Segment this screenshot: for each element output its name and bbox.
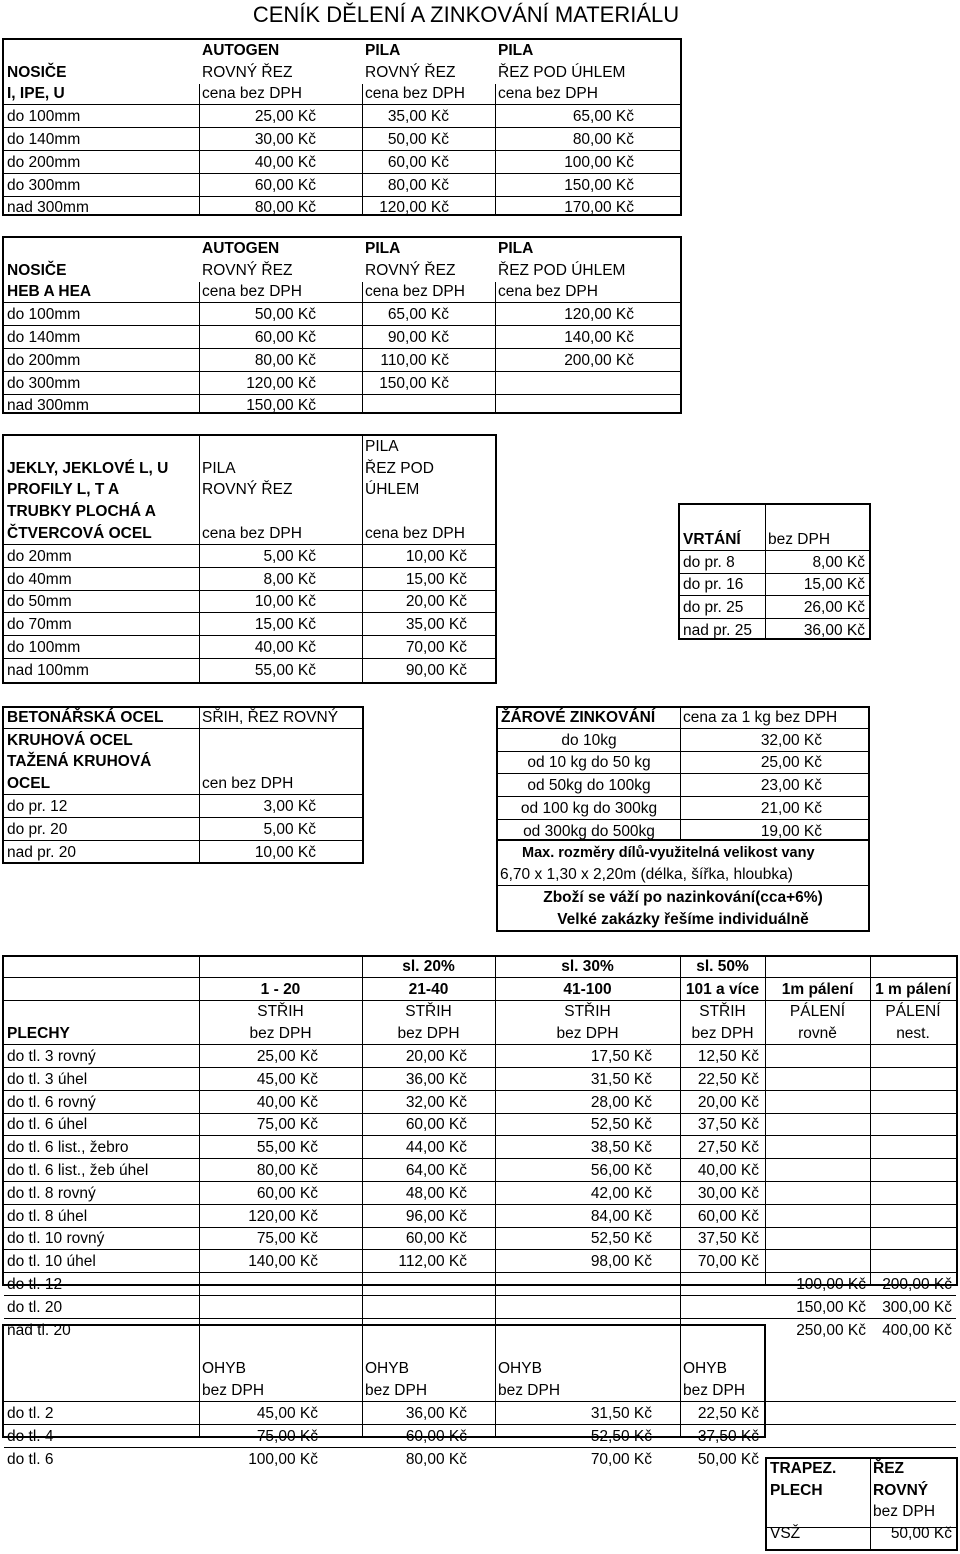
nosice-i-table (4, 39, 680, 218)
table-row: od 10 kg do 50 kg 25,00 Kč (498, 751, 868, 774)
table-row: do tl. 6 100,00 Kč 80,00 Kč 70,00 Kč 50,00 Kč (7, 1450, 759, 1468)
table-header-row: bez DPH bez DPH bez DPH bez DPH (4, 1379, 956, 1401)
table-header-row: NOSIČE ROVNÝ ŘEZ ROVNÝ ŘEZ ŘEZ POD ÚHLEM (7, 63, 626, 81)
table-header-row: OHYB OHYB OHYB OHYB (202, 1360, 727, 1378)
table-row: do tl. 10 úhel 140,00 Kč 112,00 Kč 98,00 Kč 70,00 Kč (4, 1250, 956, 1273)
table-row: do 40mm 8,00 Kč 15,00 Kč (4, 567, 495, 590)
table-row: do tl. 12 100,00 Kč 200,00 Kč (4, 1273, 956, 1296)
table-row: od 50kg do 100kg 23,00 Kč (498, 774, 868, 797)
table-header-row: I, IPE, U cena bez DPH cena bez DPH cena bez DPH (4, 83, 680, 105)
jekly-table: PILA JEKLY, JEKLOVÉ L, U PILA ŘEZ POD PROFILY L, T A ROVNÝ ŘEZ ÚHLEM TRUBKY PLOCHÁ A ČTVERCOVÁ OCEL cena bez DPH cena bez DPH do 20mm 5,00 Kč 10,00 Kč do 40mm 8,00 Kč 15,00 Kč do 50mm 10,00 Kč 20,00 Kč do 70mm 15,00 Kč 35,00 Kč do 100mm 40,00 Kč 70,00 Kč nad 100mm 55,00 Kč 90,00 Kč (4, 435, 495, 681)
table-row: do 20mm 5,00 Kč 10,00 Kč (4, 544, 495, 567)
table-row: do 50mm 10,00 Kč 20,00 Kč (4, 590, 495, 613)
table-header-row: NOSIČE ROVNÝ ŘEZ ROVNÝ ŘEZ ŘEZ POD ÚHLEM (7, 261, 626, 279)
table-row: do 300mm 120,00 Kč 150,00 Kč (4, 371, 680, 394)
table-row: nad pr. 20 10,00 Kč (7, 843, 316, 861)
table-row: do 140mm 30,00 Kč 50,00 Kč 80,00 Kč (4, 128, 680, 151)
zinek-dims: 6,70 x 1,30 x 2,20m (délka, šířka, hloubka) (500, 866, 793, 884)
trapez-table: TRAPEZ. ŘEZ PLECH ROVNÝ bez DPH VSŽ 50,00 Kč (770, 1459, 952, 1543)
vrtani-table: VRTÁNÍ bez DPH do pr. 8 8,00 Kč do pr. 16 15,00 Kč do pr. 25 26,00 Kč nad pr. 25 36,00 Kč (680, 528, 869, 641)
zinek-note-weight: Zboží se váží po nazinkování(cca+6%) (543, 889, 823, 907)
page-title: CENÍK DĚLENÍ A ZINKOVÁNÍ MATERIÁLU (252, 2, 680, 27)
table-row: do tl. 6 úhel 75,00 Kč 60,00 Kč 52,50 Kč 37,50 Kč (4, 1113, 956, 1136)
table-row: do tl. 4 75,00 Kč 60,00 Kč 52,50 Kč 37,50 Kč (4, 1424, 956, 1447)
table-row: do tl. 3 úhel 45,00 Kč 36,00 Kč 31,50 Kč 22,50 Kč (4, 1067, 956, 1090)
table-header-row: PLECHY bez DPH bez DPH bez DPH bez DPH rovně nest. (4, 1022, 956, 1044)
table-row: do 10kg 32,00 Kč (498, 728, 868, 751)
table-row: do pr. 16 15,00 Kč (680, 573, 869, 596)
table-row: do tl. 6 rovný 40,00 Kč 32,00 Kč 28,00 Kč 20,00 Kč (4, 1090, 956, 1113)
table-row: do 100mm 25,00 Kč 35,00 Kč 65,00 Kč (4, 105, 680, 128)
table-row: do 140mm 60,00 Kč 90,00 Kč 140,00 Kč (4, 326, 680, 349)
table-header-row: STŘIH STŘIH STŘIH STŘIH PÁLENÍ PÁLENÍ (257, 1003, 941, 1021)
table-header-row: 1 - 20 21-40 41-100 101 a více 1m pálení 1 m pálení (4, 977, 956, 1000)
table-row: do pr. 25 26,00 Kč (680, 596, 869, 619)
table-header-row: AUTOGEN PILA PILA (202, 239, 534, 257)
table-row: do tl. 20 150,00 Kč 300,00 Kč (4, 1295, 956, 1318)
table-header-row: AUTOGEN PILA PILA (202, 41, 534, 59)
table-row: do pr. 12 3,00 Kč (4, 795, 362, 818)
table-row: do tl. 2 45,00 Kč 36,00 Kč 31,50 Kč 22,50 Kč (4, 1402, 956, 1425)
table-row: nad 300mm 150,00 Kč (7, 397, 316, 415)
zinek-table: ŽÁROVÉ ZINKOVÁNÍ cena za 1 kg bez DPH do 10kg 32,00 Kč od 10 kg do 50 kg 25,00 Kč od 50kg do 100kg 23,00 Kč od 100 kg do 300kg 21,00 Kč od 300kg do 500kg 19,00 Kč Max. rozměry dílů-využitelná velikost vany 6,70 x 1,30 x 2,20m (délka, šířka, hloubka) Zboží se váží po nazinkování(cca+6%) Velké zakázky řešíme individuálně (498, 706, 868, 930)
zinek-note-orders: Velké zakázky řešíme individuálně (557, 910, 809, 928)
table-row: od 100 kg do 300kg 21,00 Kč (498, 797, 868, 820)
table-row: do 100mm 40,00 Kč 70,00 Kč (4, 636, 495, 659)
table-row: do pr. 8 8,00 Kč (680, 550, 869, 573)
table-row: do 70mm 15,00 Kč 35,00 Kč (4, 613, 495, 636)
table-row: do pr. 20 5,00 Kč (4, 817, 362, 840)
table-row: do tl. 10 rovný 75,00 Kč 60,00 Kč 52,50 Kč 37,50 Kč (4, 1227, 956, 1250)
table-row: nad 300mm 80,00 Kč 120,00 Kč 170,00 Kč (7, 199, 634, 217)
table-row: do 100mm 50,00 Kč 65,00 Kč 120,00 Kč (4, 303, 680, 326)
table-row: do tl. 3 rovný 25,00 Kč 20,00 Kč 17,50 Kč 12,50 Kč (4, 1045, 956, 1068)
table-row: nad tl. 20 250,00 Kč 400,00 Kč (7, 1321, 952, 1339)
table-row: od 300kg do 500kg 19,00 Kč (523, 822, 822, 840)
table-header-row: sl. 20% sl. 30% sl. 50% (4, 955, 956, 977)
zinek-max-note: Max. rozměry dílů-využitelná velikost vany (522, 844, 815, 861)
table-row: nad 100mm 55,00 Kč 90,00 Kč (7, 661, 467, 679)
table-row: do 200mm 40,00 Kč 60,00 Kč 100,00 Kč (4, 150, 680, 173)
table-row: nad pr. 25 36,00 Kč (683, 621, 865, 639)
beton-table: BETONÁŘSKÁ OCEL SŘIH, ŘEZ ROVNÝ KRUHOVÁ OCEL TAŽENÁ KRUHOVÁ OCEL cen bez DPH do pr. 12 3,00 Kč do pr. 20 5,00 Kč nad pr. 20 10,00 Kč (4, 706, 362, 863)
table-row: do tl. 6 list., žebro 55,00 Kč 44,00 Kč 38,50 Kč 27,50 Kč (4, 1136, 956, 1159)
table-row: do tl. 8 rovný 60,00 Kč 48,00 Kč 42,00 Kč 30,00 Kč (4, 1181, 956, 1204)
table-row: do tl. 6 list., žeb úhel 80,00 Kč 64,00 Kč 56,00 Kč 40,00 Kč (4, 1159, 956, 1182)
nosice-heb-table (4, 237, 680, 416)
table-row: do 200mm 80,00 Kč 110,00 Kč 200,00 Kč (4, 348, 680, 371)
table-header-row: HEB A HEA cena bez DPH cena bez DPH cena bez DPH (4, 281, 680, 303)
plechy-table (4, 955, 956, 1470)
table-row: do 300mm 60,00 Kč 80,00 Kč 150,00 Kč (4, 173, 680, 196)
table-row: do tl. 8 úhel 120,00 Kč 96,00 Kč 84,00 Kč 60,00 Kč (4, 1204, 956, 1227)
